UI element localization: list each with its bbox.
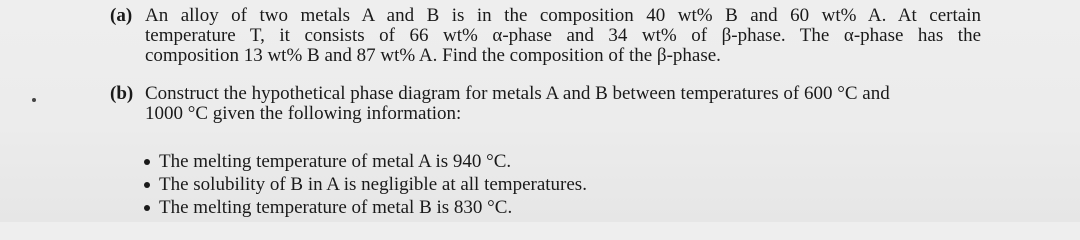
question-b-line-2: 1000 °C given the following information: [145,103,462,124]
bullet-item [144,173,587,196]
margin-dot [32,98,36,102]
question-b-bullet-list [144,150,587,219]
question-a [110,6,1010,66]
bullet-text: The solubility of B in A is negligible at all temperatures. [159,174,587,195]
question-a-text [145,6,1010,66]
bullet-icon [144,205,150,211]
question-b-line-1: Construct the hypothetical phase diagram for metals A and B between temperatures of 600 °C and [145,83,890,104]
question-a-line-1: An alloy of two metals A and B is in the composition 40 wt% B and 60 wt% A. At certain [145,5,981,26]
question-b [110,84,1010,124]
bullet-text: The melting temperature of metal B is 830 °C. [159,197,513,218]
bullet-icon [144,159,150,165]
question-b-label: (b) [110,83,134,104]
question-b-text [145,84,1010,124]
bullet-icon [144,182,150,188]
bullet-text: The melting temperature of metal A is 940 °C. [159,151,512,172]
bullet-item [144,196,587,219]
bullet-item [144,150,587,173]
question-a-label: (a) [110,5,133,26]
question-a-line-3: composition 13 wt% B and 87 wt% A. Find the composition of the β-phase. [145,45,721,66]
question-a-line-2: temperature T, it consists of 66 wt% α-phase and 34 wt% of β-phase. The α-phase has the [145,25,981,46]
